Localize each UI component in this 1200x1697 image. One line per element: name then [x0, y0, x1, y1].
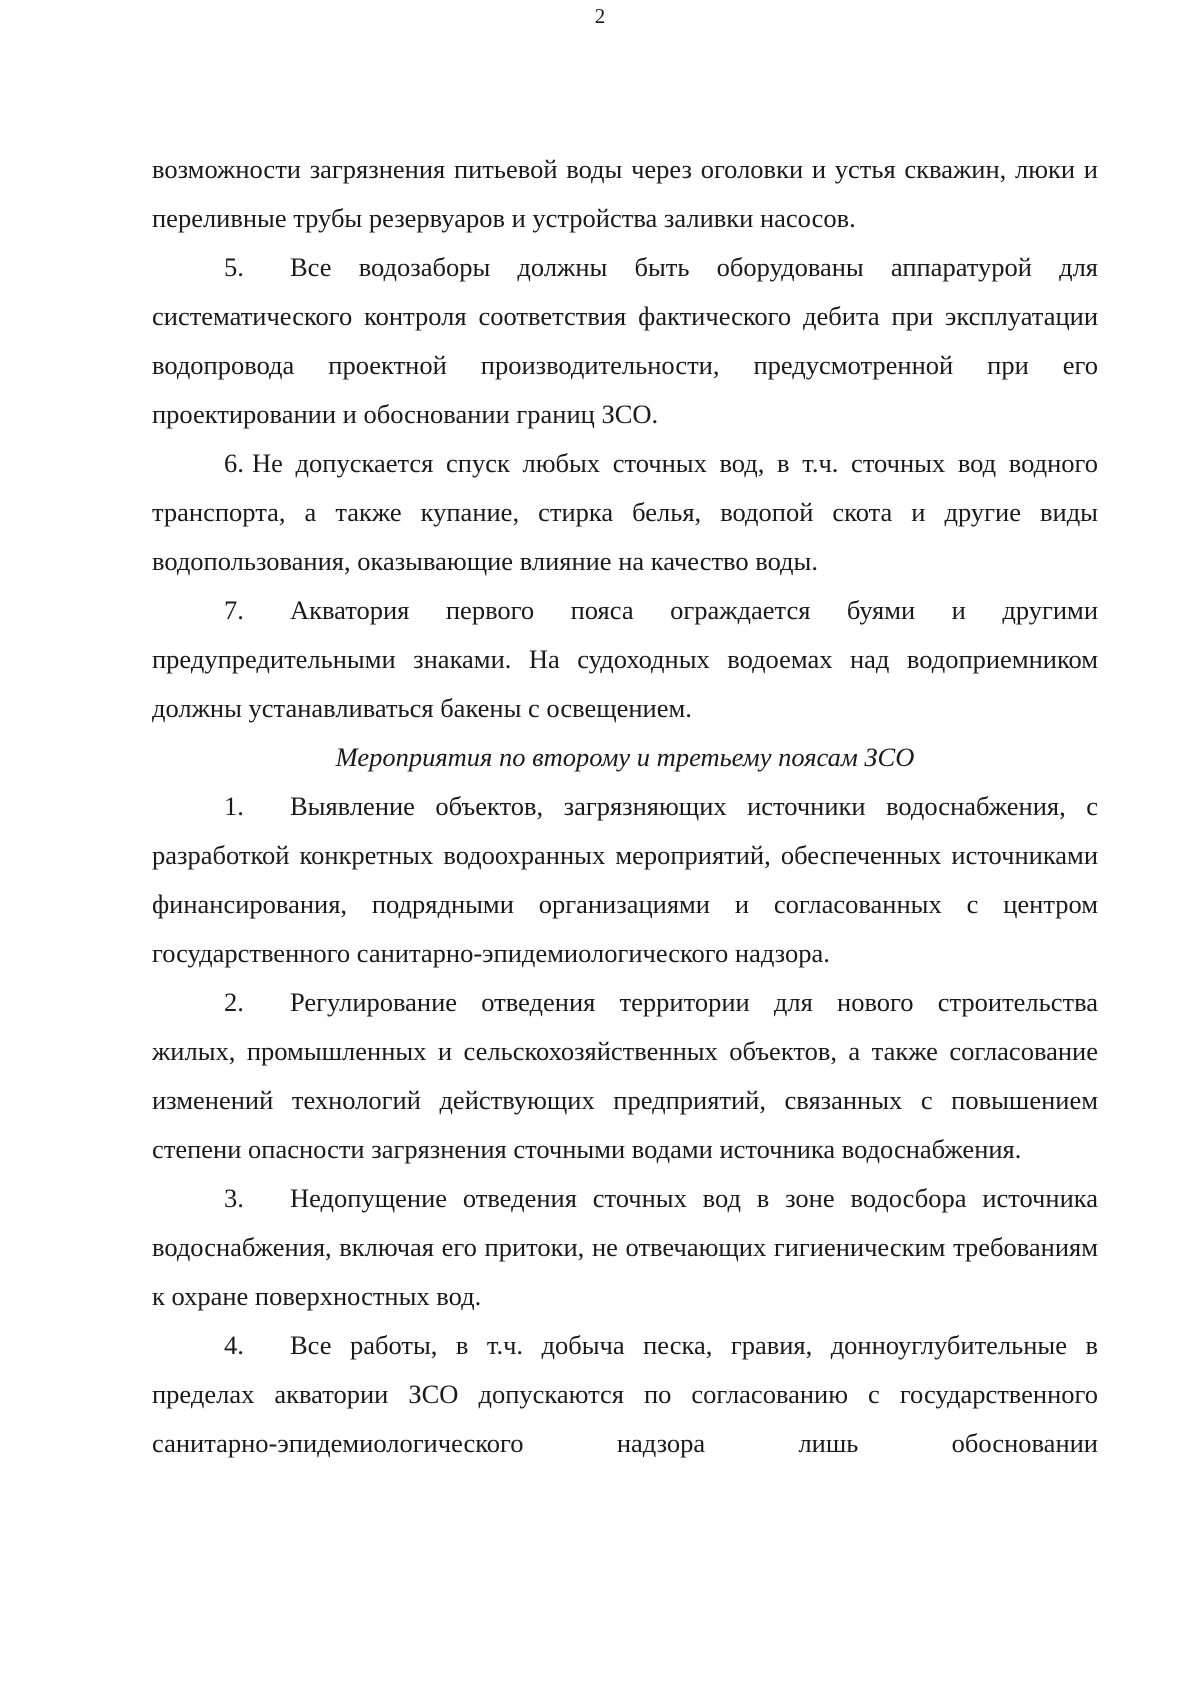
- list-item-number: 2.: [224, 987, 244, 1017]
- list-item-5: [152, 243, 1098, 439]
- paragraph-text: возможности загрязнения питьевой воды через оголовки и устья скважин, люки и переливные трубы резервуаров и устройства заливки насосов.: [152, 154, 1098, 233]
- paragraph-text: Недопущение отведения сточных вод в зоне водосбора источника водоснабжения, включая его притоки, не отвечающих гигиеническим требованиям к охране поверхностных вод.: [152, 1183, 1098, 1311]
- paragraph-text: Все водозаборы должны быть оборудованы аппаратурой для систематического контроля соответствия фактического дебита при эксплуатации водопровода проектной производительности, предусмотренной при его проектировании и обосновании границ ЗСО.: [152, 252, 1098, 429]
- list-item-number: 7.: [224, 595, 244, 625]
- page-number: 2: [594, 4, 606, 28]
- list-item-s3: [152, 1174, 1098, 1321]
- list-item-6: [152, 439, 1098, 586]
- list-item-number: 1.: [224, 791, 244, 821]
- list-item-number: 5.: [224, 252, 244, 282]
- list-item-s4: [152, 1321, 1098, 1468]
- list-item-s2: [152, 978, 1098, 1174]
- document-body: [152, 145, 1098, 1468]
- list-item-7: [152, 586, 1098, 733]
- list-item-number: 4.: [224, 1330, 244, 1360]
- paragraph-text: Регулирование отведения территории для нового строительства жилых, промышленных и сельскохозяйственных объектов, а также согласование изменений технологий действующих предприятий, связанных с повышением степени опасности загрязнения сточными водами источника водоснабжения.: [152, 987, 1098, 1164]
- paragraph-continuation: [152, 145, 1098, 243]
- list-item-number: 3.: [224, 1183, 244, 1213]
- paragraph-text: Выявление объектов, загрязняющих источники водоснабжения, с разработкой конкретных водоохранных мероприятий, обеспеченных источниками финансирования, подрядными организациями и согласованных с центром государственного санитарно-эпидемиологического надзора.: [152, 791, 1098, 968]
- paragraph-text: Акватория первого пояса ограждается буями и другими предупредительными знаками. На судоходных водоемах над водоприемником должны устанавливаться бакены с освещением.: [152, 595, 1098, 723]
- paragraph-text: Не допускается спуск любых сточных вод, в т.ч. сточных вод водного транспорта, а также купание, стирка белья, водопой скота и другие виды водопользования, оказывающие влияние на качество воды.: [152, 448, 1098, 576]
- section-heading: Мероприятия по второму и третьему поясам ЗСО: [335, 742, 915, 772]
- list-item-number: 6.: [224, 448, 244, 478]
- list-item-s1: [152, 782, 1098, 978]
- paragraph-text: Все работы, в т.ч. добыча песка, гравия, донноуглубительные в пределах акватории ЗСО допускаются по согласованию с государственного санитарно-эпидемиологического надзора лишь обосновании: [152, 1330, 1098, 1458]
